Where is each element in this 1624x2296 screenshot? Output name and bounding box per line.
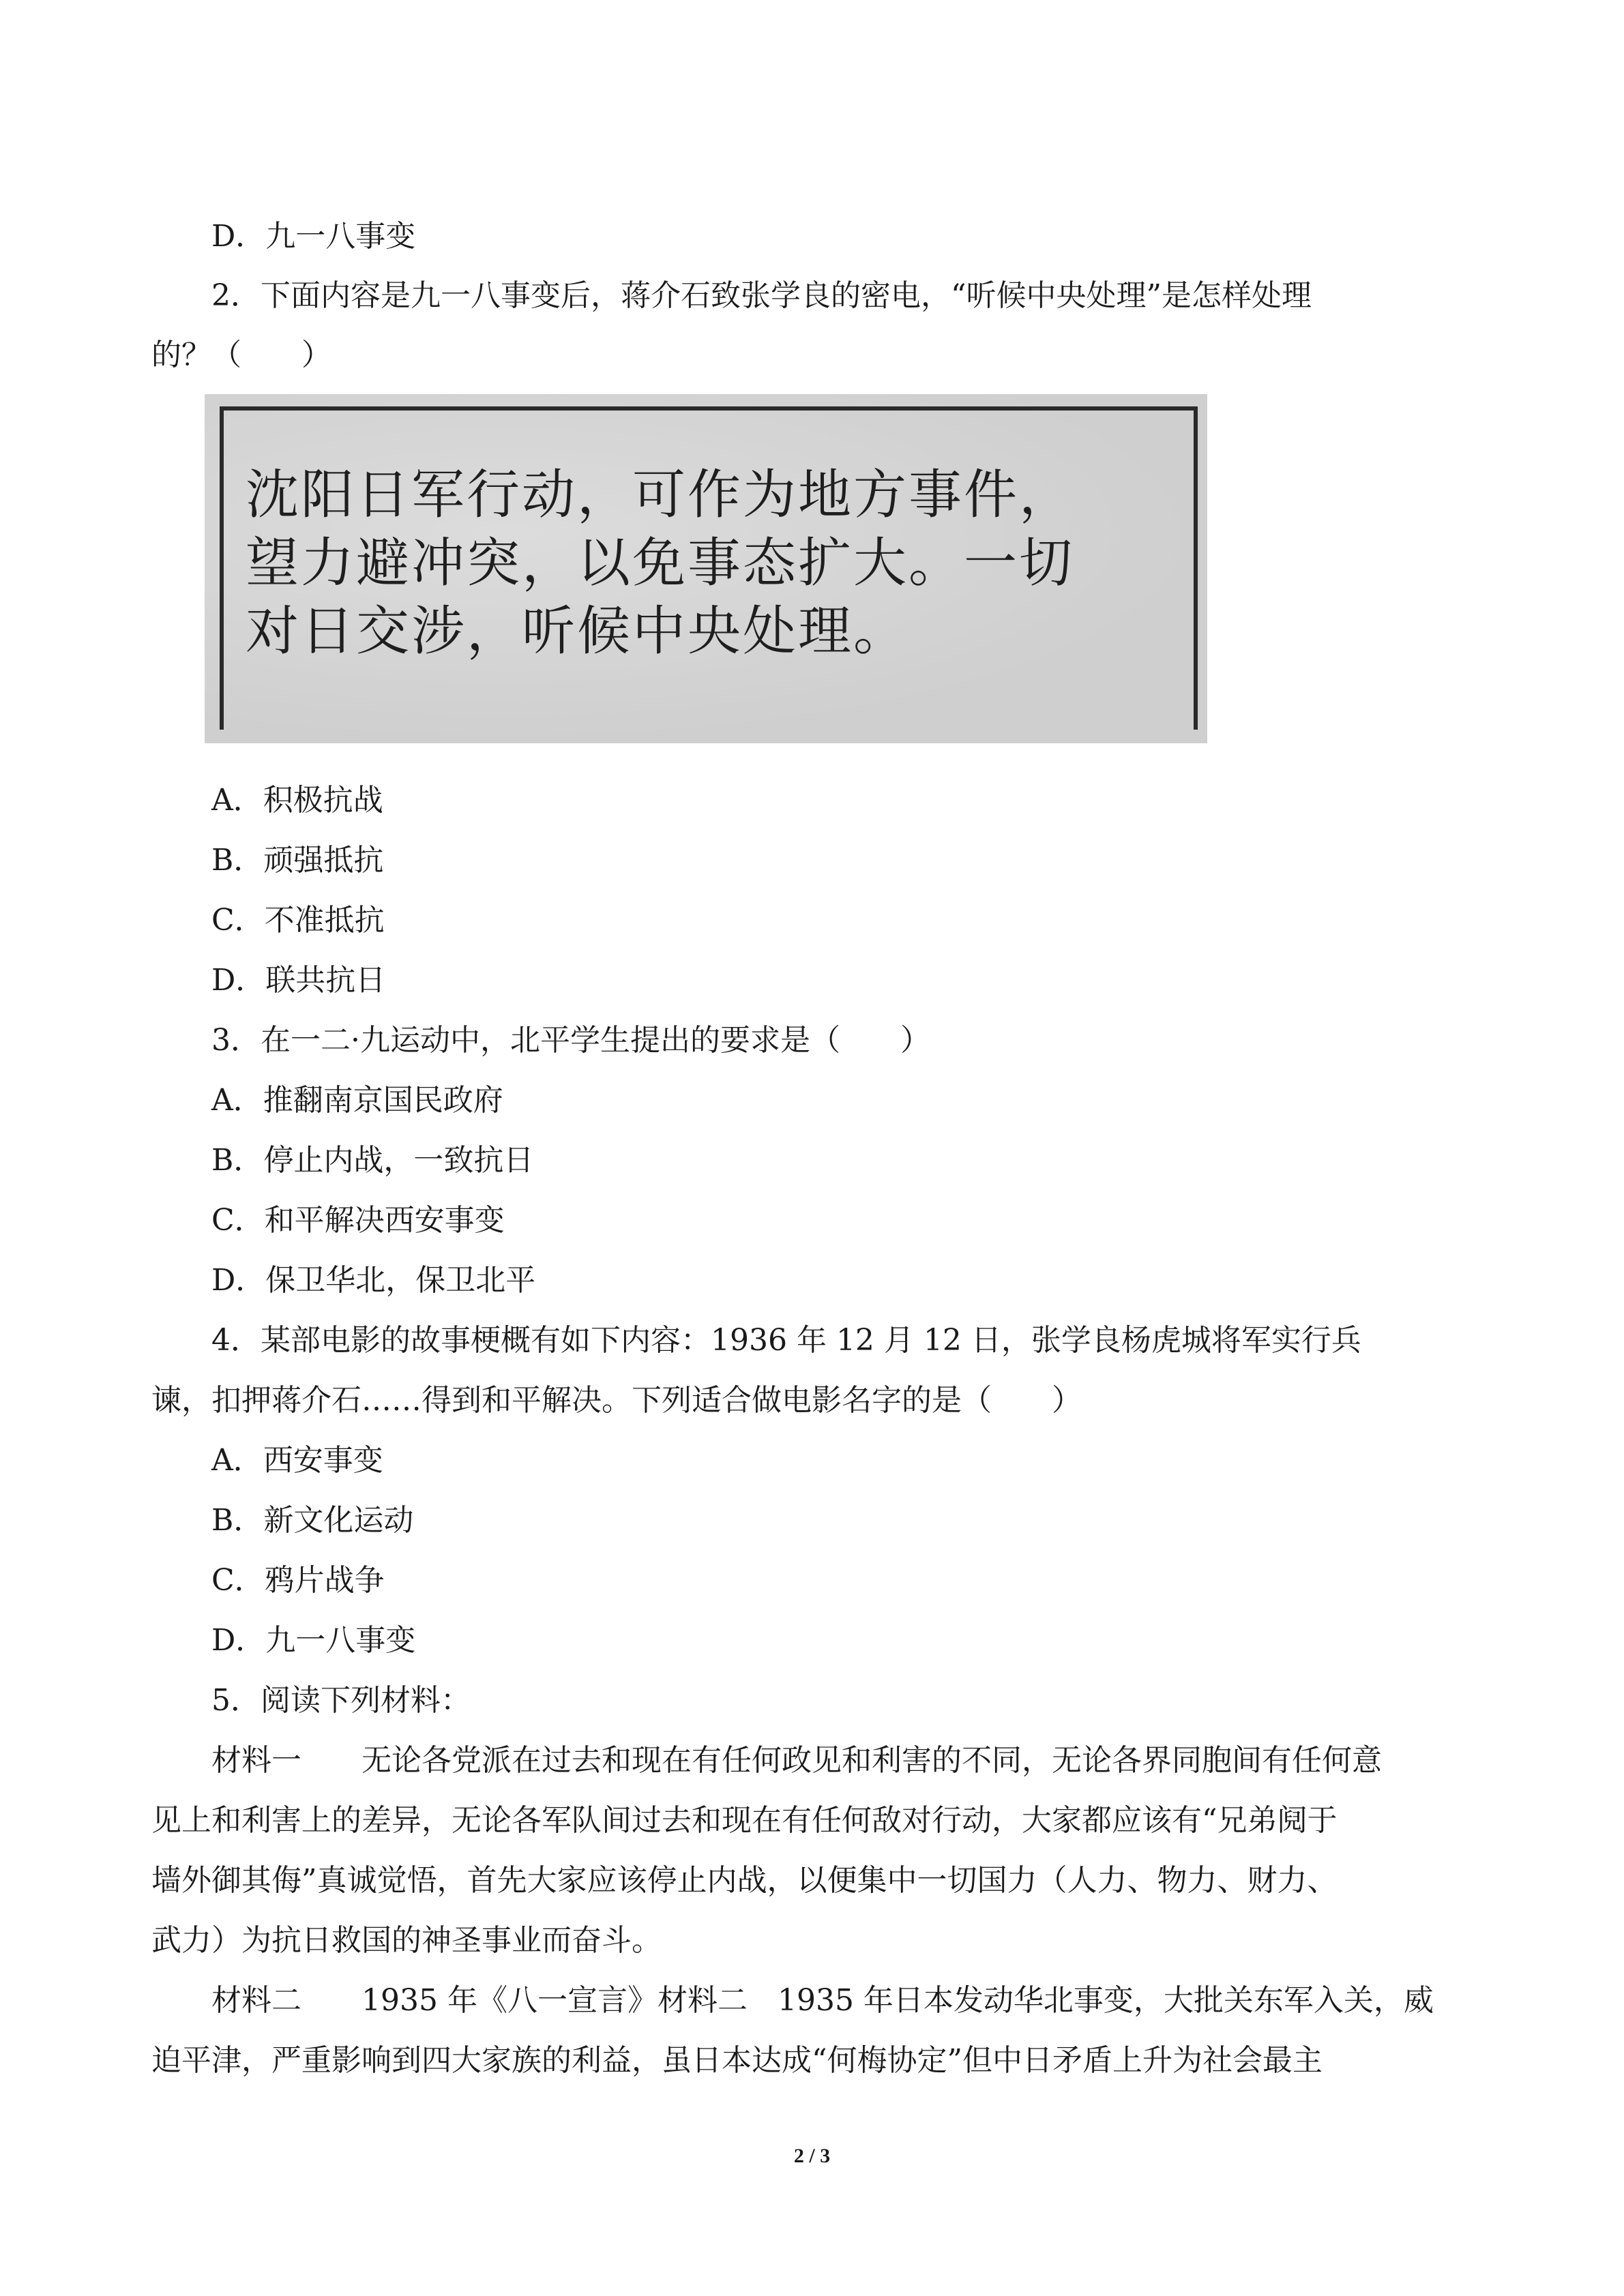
option-b-q3: B．停止内战，一致抗日 — [211, 1143, 534, 1178]
material-1-line-3: 墙外御其侮”真诚觉悟，首先大家应该停止内战，以便集中一切国力（人力、物力、财力、 — [151, 1863, 1338, 1898]
question-2-line-2: 的？（ ） — [151, 338, 331, 372]
telegram-line-1: 沈阳日军行动，可作为地方事件， — [246, 464, 1075, 526]
option-a-q3: A．推翻南京国民政府 — [211, 1083, 503, 1118]
option-d-q1: D．九一八事变 — [211, 219, 416, 254]
telegram-text — [246, 461, 1074, 666]
telegram-line-3: 对日交涉，听候中央处理。 — [246, 601, 909, 662]
material-1-line-4: 武力）为抗日救国的神圣事业而奋斗。 — [151, 1923, 662, 1958]
option-a-q2: A．积极抗战 — [211, 783, 383, 818]
option-c-q2: C．不准抵抗 — [211, 903, 385, 938]
question-3: 3．在一二·九运动中，北平学生提出的要求是（ ） — [211, 1023, 930, 1058]
telegram-photo — [205, 394, 1207, 743]
material-2-line-1: 材料二 1935 年《八一宣言》材料二 1935 年日本发动华北事变，大批关东军入关，威 — [211, 1983, 1434, 2018]
option-b-q2: B．顽强抵抗 — [211, 843, 384, 878]
option-c-q4: C．鸦片战争 — [211, 1563, 385, 1598]
option-d-q4: D．九一八事变 — [211, 1623, 416, 1658]
telegram-line-2: 望力避冲突，以免事态扩大。一切 — [246, 533, 1075, 594]
material-1-line-1: 材料一 无论各党派在过去和现在有任何政见和利害的不同，无论各界同胞间有任何意 — [211, 1743, 1382, 1778]
material-2-line-2: 迫平津，严重影响到四大家族的利益，虽日本达成“何梅协定”但中日矛盾上升为社会最主 — [151, 2043, 1323, 2078]
question-4-line-1: 4．某部电影的故事梗概有如下内容：1936 年 12 月 12 日，张学良杨虎城将军实行兵 — [211, 1323, 1361, 1358]
page-number: 2 / 3 — [793, 2145, 831, 2167]
option-b-q4: B．新文化运动 — [211, 1503, 414, 1538]
question-2-line-1: 2．下面内容是九一八事变后，蒋介石致张学良的密电，“听候中央处理”是怎样处理 — [211, 278, 1312, 313]
option-a-q4: A．西安事变 — [211, 1443, 383, 1478]
question-4-line-2: 谏，扣押蒋介石……得到和平解决。下列适合做电影名字的是（ ） — [151, 1383, 1082, 1418]
material-1-line-2: 见上和利害上的差异，无论各军队间过去和现在有任何敌对行动，大家都应该有“兄弟阋于 — [151, 1803, 1338, 1838]
option-d-q2: D．联共抗日 — [211, 963, 386, 998]
question-5: 5．阅读下列材料： — [211, 1683, 471, 1718]
option-d-q3: D．保卫华北，保卫北平 — [211, 1263, 536, 1298]
option-c-q3: C．和平解决西安事变 — [211, 1203, 505, 1238]
